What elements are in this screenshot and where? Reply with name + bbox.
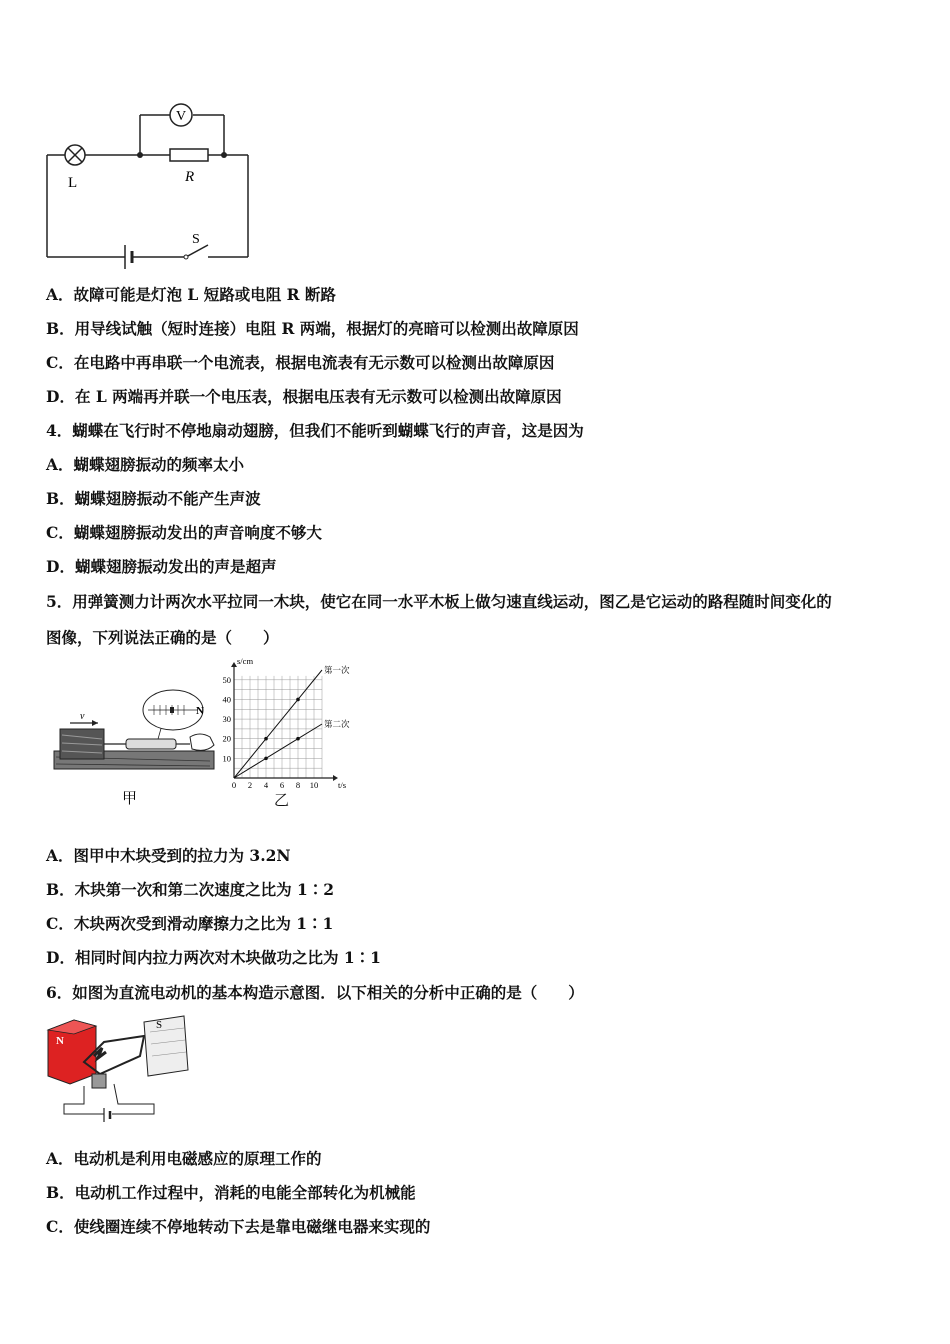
x-tick-label: 0 (231, 780, 237, 790)
battery-icon (125, 245, 132, 269)
x-tick-label: 6 (279, 780, 285, 790)
q5-option-a: A．图甲中木块受到的拉力为 3.2N (46, 846, 291, 865)
q5-stem-line2: 图像，下列说法正确的是（ ） (46, 628, 279, 647)
y-tick-label: 30 (222, 714, 231, 725)
voltmeter-icon (170, 104, 192, 126)
figure-b-label: 乙 (274, 791, 290, 809)
spring-scale-icon (126, 739, 176, 749)
y-tick-label: 50 (222, 674, 231, 685)
q3-option-d: D．在 L 两端再并联一个电压表，根据电压表有无示数可以检测出故障原因 (46, 387, 562, 406)
q4-option-d: D．蝴蝶翅膀振动发出的声是超声 (46, 557, 277, 576)
series-line-2 (234, 724, 322, 778)
velocity-label: v (80, 711, 85, 722)
x-tick-label: 2 (247, 780, 253, 790)
x-tick-label: 10 (309, 780, 319, 790)
x-tick-label: 8 (295, 780, 301, 790)
data-point (264, 737, 268, 741)
switch-label: S (192, 232, 200, 247)
y-tick-label: 10 (222, 753, 231, 764)
x-axis-label: t/s (338, 780, 347, 790)
newton-label: N (196, 705, 204, 717)
resistor-icon (170, 149, 208, 161)
q5-option-d: D．相同时间内拉力两次对木块做功之比为 1∶1 (46, 948, 381, 967)
data-point (264, 757, 268, 761)
y-axis-label: s/cm (237, 658, 254, 666)
battery-icon (104, 1108, 110, 1122)
magnet-n-label: N (56, 1035, 64, 1047)
magnet-s-icon (144, 1016, 188, 1076)
q4-option-c: C．蝴蝶翅膀振动发出的声音响度不够大 (46, 523, 322, 542)
q5-option-c: C．木块两次受到滑动摩擦力之比为 1∶1 (46, 914, 334, 933)
q5-option-b: B．木块第一次和第二次速度之比为 1∶2 (46, 880, 335, 899)
motor-diagram (44, 1012, 194, 1132)
data-point (296, 737, 300, 741)
circuit-diagram (40, 95, 260, 275)
series-label-2: 第二次 (324, 719, 350, 729)
scale-zoom-icon (143, 690, 204, 730)
q4-option-a: A．蝴蝶翅膀振动的频率太小 (46, 455, 245, 474)
q3-option-c: C．在电路中再串联一个电流表，根据电流表有无示数可以检测出故障原因 (46, 353, 555, 372)
lamp-icon (65, 145, 85, 165)
voltmeter-label: V (175, 109, 187, 124)
commutator-icon (92, 1074, 106, 1088)
q4-option-b: B．蝴蝶翅膀振动不能产生声波 (46, 489, 261, 508)
q5-stem-line1: 5．用弹簧测力计两次水平拉同一木块，使它在同一水平木板上做匀速直线运动，图乙是它运动的路程随时间变化的 (46, 592, 832, 611)
y-tick-label: 40 (222, 694, 231, 705)
q5-figure-b-chart (220, 658, 380, 808)
q4-stem: 4．蝴蝶在飞行时不停地扇动翅膀，但我们不能听到蝴蝶飞行的声音，这是因为 (46, 421, 584, 440)
series-line-1 (234, 670, 322, 778)
q3-option-a: A．故障可能是灯泡 L 短路或电阻 R 断路 (46, 285, 336, 304)
hand-icon (190, 734, 214, 750)
q5-figure-a (50, 665, 220, 815)
figure-a-label: 甲 (122, 791, 138, 807)
y-tick-label: 20 (222, 733, 231, 744)
resistor-label: R (185, 169, 195, 185)
series-label-1: 第一次 (324, 665, 350, 675)
lamp-label: L (68, 175, 78, 191)
q3-option-b: B．用导线试触（短时连接）电阻 R 两端，根据灯的亮暗可以检测出故障原因 (46, 319, 579, 338)
q6-stem: 6．如图为直流电动机的基本构造示意图．以下相关的分析中正确的是（ ） (46, 983, 584, 1002)
q6-option-b: B．电动机工作过程中，消耗的电能全部转化为机械能 (46, 1183, 416, 1202)
magnet-s-label: S (156, 1019, 163, 1031)
x-tick-label: 4 (263, 780, 269, 790)
q6-option-a: A．电动机是利用电磁感应的原理工作的 (46, 1149, 322, 1168)
data-point (296, 698, 300, 702)
q6-option-c: C．使线圈连续不停地转动下去是靠电磁继电器来实现的 (46, 1217, 431, 1236)
